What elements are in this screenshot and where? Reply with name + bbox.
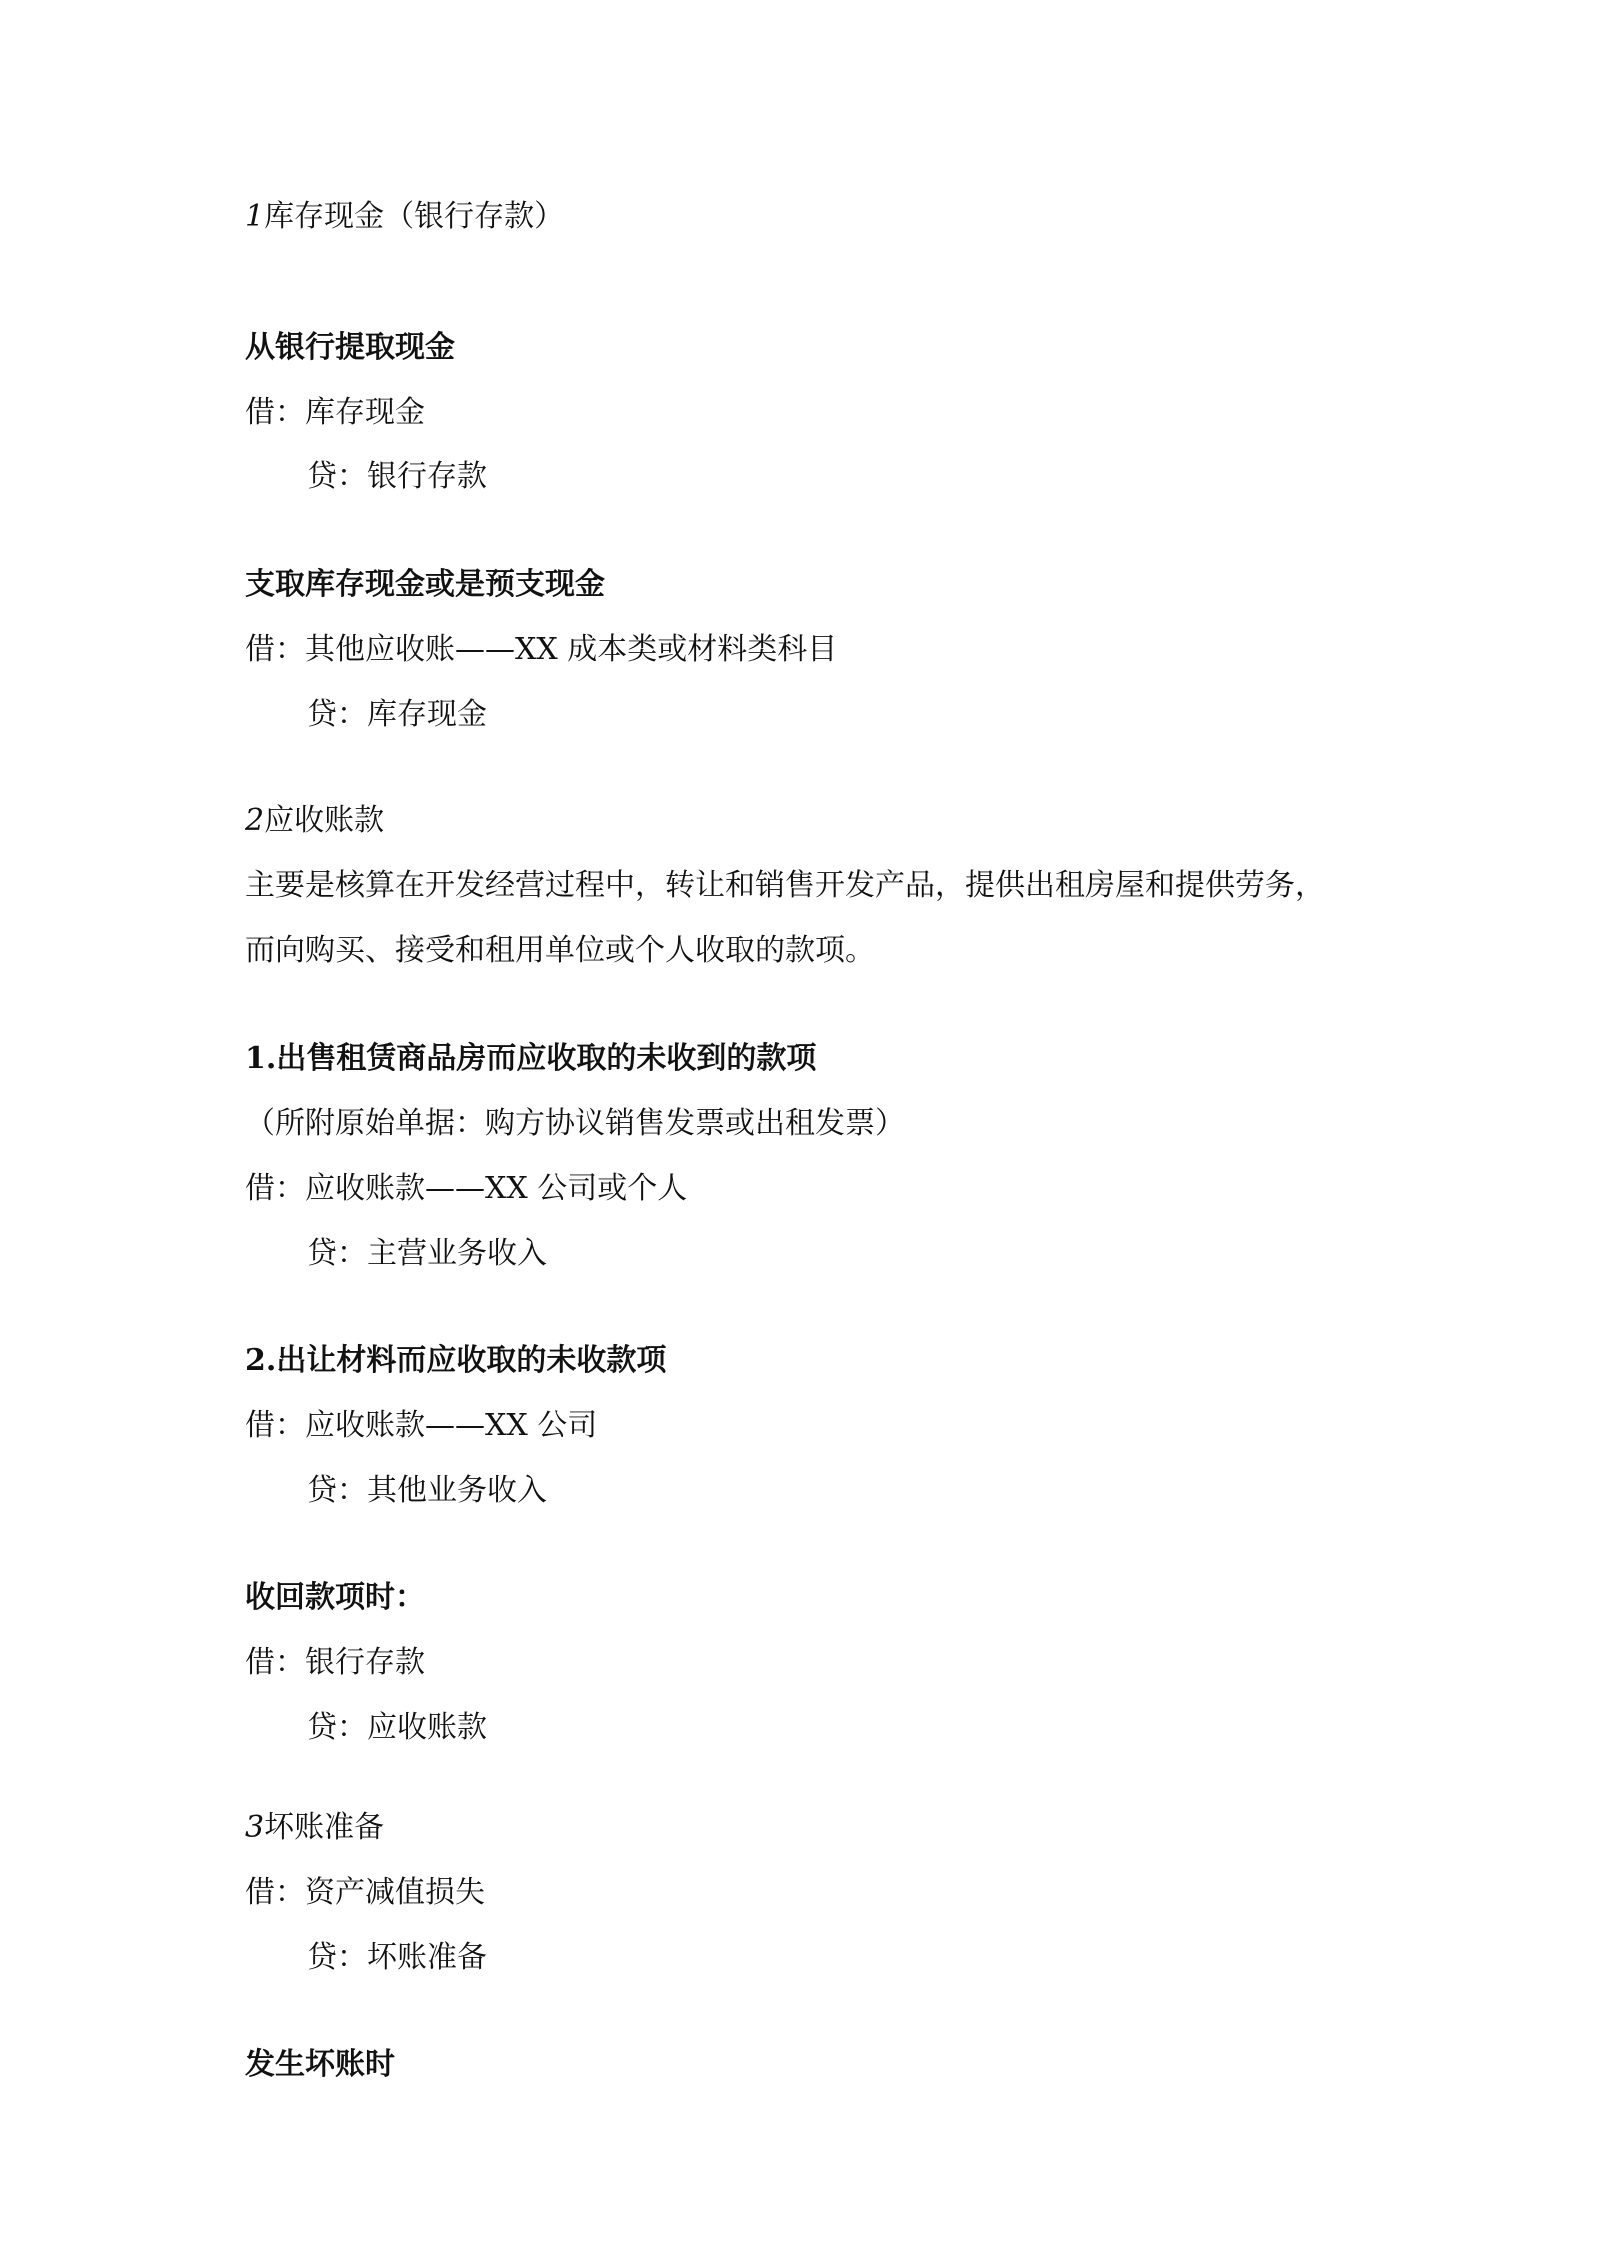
withdraw-heading: 从银行提取现金 bbox=[245, 330, 455, 365]
section-3-title bbox=[245, 1808, 384, 1848]
section-3-credit: 贷：坏账准备 bbox=[307, 1940, 487, 1975]
advance-debit: 借：其他应收账——XX 成本类或材料类科目 bbox=[245, 632, 838, 667]
collect-credit: 贷：应收账款 bbox=[307, 1710, 487, 1745]
section-title-text: 坏账准备 bbox=[264, 1810, 385, 1845]
advance-credit: 贷：库存现金 bbox=[307, 697, 487, 732]
material-credit: 贷：其他业务收入 bbox=[307, 1473, 547, 1508]
sale-credit: 贷：主营业务收入 bbox=[307, 1236, 547, 1271]
section-1-title bbox=[245, 197, 564, 237]
withdraw-credit: 贷：银行存款 bbox=[307, 459, 487, 494]
section-2-title bbox=[245, 801, 384, 841]
section-number: 1 bbox=[245, 199, 265, 234]
collect-heading: 收回款项时： bbox=[245, 1580, 425, 1615]
sale-note: （所附原始单据：购方协议销售发票或出租发票） bbox=[245, 1106, 905, 1141]
sale-debit: 借：应收账款——XX 公司或个人 bbox=[245, 1171, 688, 1206]
withdraw-debit: 借：库存现金 bbox=[245, 395, 425, 430]
baddebt-heading: 发生坏账时 bbox=[245, 2047, 395, 2082]
section-title-text: 应收账款 bbox=[264, 803, 385, 838]
section-3-debit: 借：资产减值损失 bbox=[245, 1875, 485, 1910]
collect-debit: 借：银行存款 bbox=[245, 1645, 425, 1680]
material-heading: 2.出让材料而应收取的未收款项 bbox=[245, 1343, 667, 1378]
advance-heading: 支取库存现金或是预支现金 bbox=[245, 567, 605, 602]
sale-heading: 1.出售租赁商品房而应收取的未收到的款项 bbox=[245, 1041, 817, 1076]
material-debit: 借：应收账款——XX 公司 bbox=[245, 1408, 598, 1443]
section-2-desc-line-1: 主要是核算在开发经营过程中，转让和销售开发产品，提供出租房屋和提供劳务， bbox=[245, 868, 1325, 903]
section-number: 3 bbox=[245, 1810, 265, 1845]
section-number: 2 bbox=[245, 803, 265, 838]
section-title-text: 库存现金（银行存款） bbox=[264, 199, 565, 234]
section-2-desc-line-2: 而向购买、接受和租用单位或个人收取的款项。 bbox=[245, 933, 875, 968]
